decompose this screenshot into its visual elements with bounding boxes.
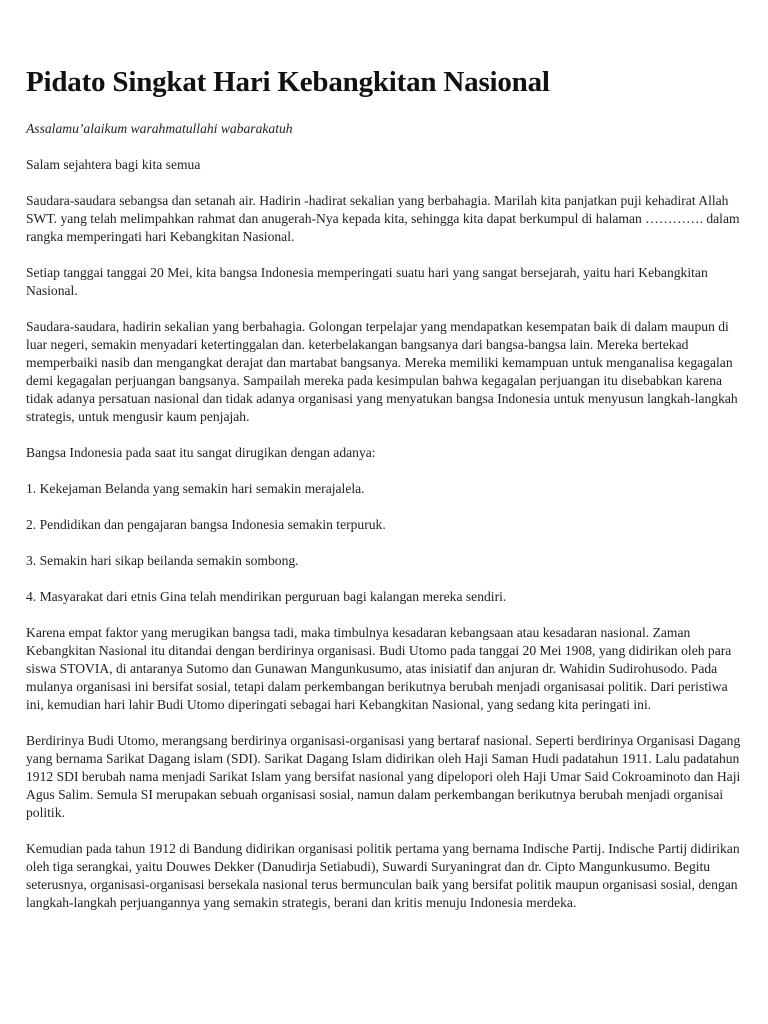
paragraph-list-intro: Bangsa Indonesia pada saat itu sangat dirugikan dengan adanya: bbox=[26, 445, 376, 460]
paragraph-date: Setiap tanggai tanggai 20 Mei, kita bangsa Indonesia memperingati suatu hari yang sangat bersejarah, yaitu hari Kebangkitan Nasional. bbox=[26, 265, 708, 298]
document-title: Pidato Singkat Hari Kebangkitan Nasional bbox=[26, 66, 550, 98]
list-item-4: 4. Masyarakat dari etnis Gina telah mendirikan perguruan bagi kalangan mereka sendiri. bbox=[26, 589, 507, 604]
paragraph-budi-utomo: Karena empat faktor yang merugikan bangsa tadi, maka timbulnya kesadaran kebangsaan atau kesadaran nasional. Zaman Kebangkitan Nasional itu ditandai dengan berdirinya organisasi. Budi Utomo pada tanggai 20 Mei 1908, yang didirikan oleh para siswa STOVIA, di antaranya Sutomo dan Gunawan Mangunkusumo, atas inisiatif dan anjuran dr. Wahidin Sudirohusodo. Pada mulanya organisasi ini bersifat sosial, tetapi dalam perkembangan berikutnya berubah menjadi organisasai politik. Dari peristiwa ini, kemudian hari lahir Budi Utomo diperingati sebagai hari Kebangkitan Nasional, yang sedang kita peringati ini. bbox=[26, 625, 732, 712]
salutation-line: Salam sejahtera bagi kita semua bbox=[26, 157, 201, 172]
paragraph-background: Saudara-saudara, hadirin sekalian yang berbahagia. Golongan terpelajar yang mendapatkan kesempatan baik di dalam maupun di luar negeri, semakin menyadari ketertinggalan dan. keterbelakangan bangsanya dari bangsa-bangsa lain. Mereka bertekad memperbaiki nasib dan mengangkat derajat dan martabat bangsanya. Mereka memiliki kemampuan untuk menganalisa kegagalan demi kegagalan perjuangan bangsanya. Sampailah mereka pada kesimpulan bahwa kegagalan perjuangan itu disebabkan karena tidak adanya persatuan nasional dan tidak adanya organisasi yang menyatukan bangsa Indonesia untuk menyusun langkah-langkah strategis, untuk mengusir kaum penjajah. bbox=[26, 319, 738, 424]
list-item-1: 1. Kekejaman Belanda yang semakin hari semakin merajalela. bbox=[26, 481, 365, 496]
paragraph-opening: Saudara-saudara sebangsa dan setanah air. Hadirin -hadirat sekalian yang berbahagia. Marilah kita panjatkan puji kehadirat Allah SWT. yang telah melimpahkan rahmat dan anugerah-Nya kepada kita, sehingga kita dapat berkumpul di halaman …………. dalam rangka memperingati hari Kebangkitan Nasional. bbox=[26, 193, 740, 244]
paragraph-indische-partij: Kemudian pada tahun 1912 di Bandung didirikan organisasi politik pertama yang bernama Indische Partij. Indische Partij didirikan oleh tiga serangkai, yaitu Douwes Dekker (Danudirja Setiabudi), Suwardi Suryaningrat dan dr. Cipto Mangunkusumo. Begitu seterusnya, organisasi-organisasi bersekala nasional terus bermunculan baik yang bersifat politik maupun organisasi sosial, dengan langkah-langkah perjuangannya yang semakin strategis, berani dan kritis menuju Indonesia merdeka. bbox=[26, 841, 740, 910]
list-item-2: 2. Pendidikan dan pengajaran bangsa Indonesia semakin terpuruk. bbox=[26, 517, 386, 532]
paragraph-sarikat-islam: Berdirinya Budi Utomo, merangsang berdirinya organisasi-organisasi yang bertaraf nasional. Seperti berdirinya Organisasi Dagang yang bernama Sarikat Dagang islam (SDI). Sarikat Dagang Islam didirikan oleh Haji Saman Hudi padatahun 1911. Lalu padatahun 1912 SDI berubah nama menjadi Sarikat Islam yang bersifat nasional yang dipelopori oleh Haji Umar Said Cokroaminoto dan Haji Agus Salim. Semula SI merupakan sebuah organisasi sosial, namun dalam perkembangan berikutnya berubah menjadi organisai politik. bbox=[26, 733, 741, 820]
greeting-line: Assalamu’alaikum warahmatullahi wabarakatuh bbox=[26, 121, 293, 136]
list-item-3: 3. Semakin hari sikap beilanda semakin sombong. bbox=[26, 553, 299, 568]
